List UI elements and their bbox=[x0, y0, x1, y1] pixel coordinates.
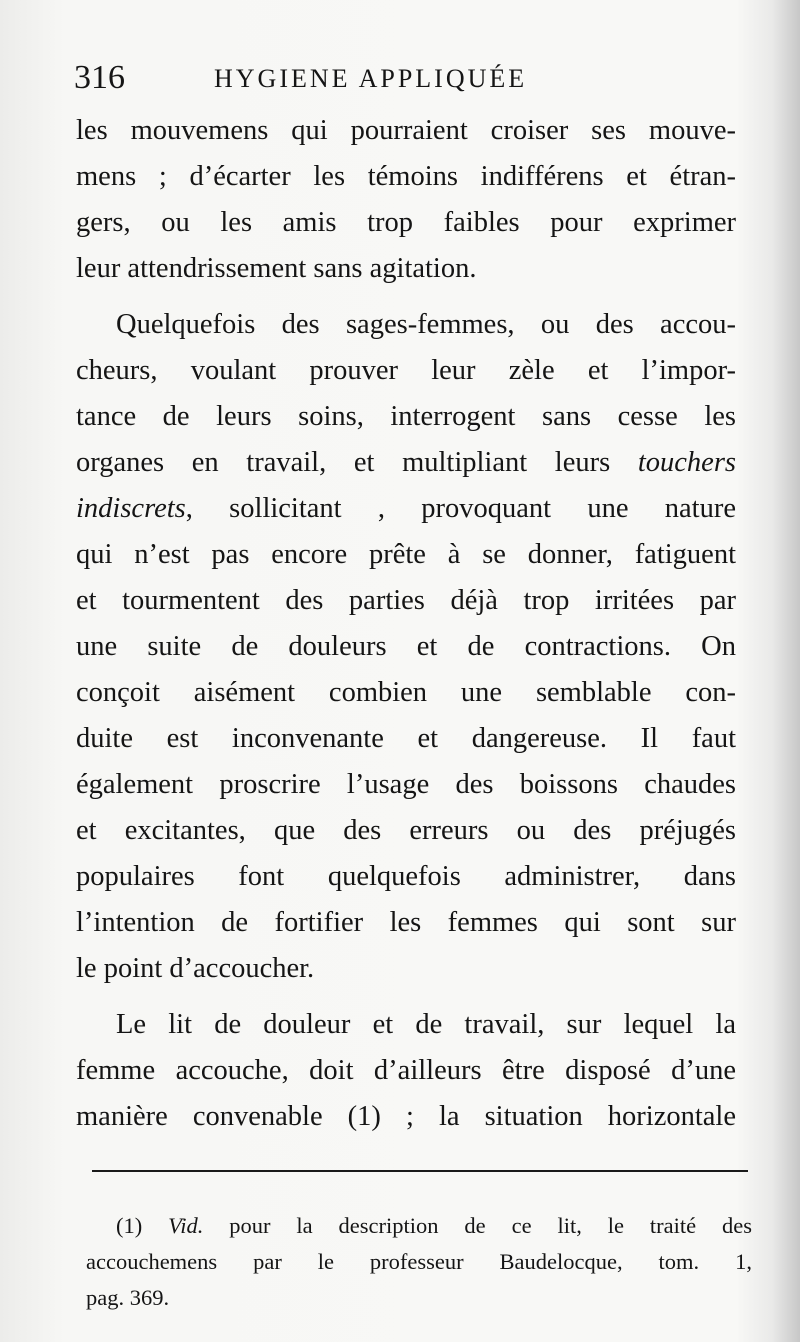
main-text bbox=[76, 108, 736, 1140]
text-span: organes en travail, et multipliant leurs bbox=[76, 447, 611, 478]
text-line: qui n’est pas encore prête à se donner, fatiguent bbox=[76, 539, 736, 570]
text-line: duite est inconvenante et dangereuse. Il faut bbox=[76, 723, 736, 754]
text-line: mens ; d’écarter les témoins indifférens et étran- bbox=[76, 161, 736, 192]
footnote bbox=[86, 1208, 752, 1316]
footnote-line: accouchemens par le professeur Baudelocque, tom. 1, bbox=[86, 1249, 752, 1274]
footnote-vid: Vid. bbox=[168, 1213, 204, 1238]
text-line: Le lit de douleur et de travail, sur lequel la bbox=[116, 1009, 736, 1040]
text-line: populaires font quelquefois administrer, dans bbox=[76, 861, 736, 892]
text-line: cheurs, voulant prouver leur zèle et l’impor- bbox=[76, 355, 736, 386]
text-span: , sollicitant , provoquant une nature bbox=[185, 493, 736, 524]
text-line bbox=[76, 486, 736, 532]
text-line bbox=[76, 440, 736, 486]
text-line: et tourmentent des parties déjà trop irritées par bbox=[76, 585, 736, 616]
text-line: manière convenable (1) ; la situation horizontale bbox=[76, 1101, 736, 1132]
page-number: 316 bbox=[74, 59, 125, 96]
italic-text: indiscrets bbox=[76, 493, 186, 524]
page-edge-shadow bbox=[772, 0, 800, 1342]
text-line: le point d’accoucher. bbox=[76, 953, 315, 984]
text-line: une suite de douleurs et de contractions. On bbox=[76, 631, 736, 662]
footnote-marker: (1) bbox=[116, 1213, 143, 1238]
text-line: et excitantes, que des erreurs ou des préjugés bbox=[76, 815, 736, 846]
text-line: Quelquefois des sages-femmes, ou des accou- bbox=[116, 309, 736, 340]
text-line: femme accouche, doit d’ailleurs être disposé d’une bbox=[76, 1055, 736, 1086]
text-line: conçoit aisément combien une semblable con- bbox=[76, 677, 736, 708]
footnote-line: pag. 369. bbox=[86, 1285, 170, 1310]
text-line: l’intention de fortifier les femmes qui sont sur bbox=[76, 907, 736, 938]
footnote-rule bbox=[92, 1170, 748, 1172]
footnote-text: pour la description de ce lit, le traité des bbox=[229, 1213, 752, 1238]
running-title: HYGIENE APPLIQUÉE bbox=[214, 64, 528, 93]
text-line: leur attendrissement sans agitation. bbox=[76, 253, 477, 284]
text-line: les mouvemens qui pourraient croiser ses mouve- bbox=[76, 115, 736, 146]
page-header bbox=[74, 58, 734, 98]
footnote-line bbox=[86, 1208, 752, 1244]
italic-text: touchers bbox=[637, 447, 737, 478]
text-line: également proscrire l’usage des boissons chaudes bbox=[76, 769, 736, 800]
text-line: tance de leurs soins, interrogent sans cesse les bbox=[76, 401, 736, 432]
text-line: gers, ou les amis trop faibles pour exprimer bbox=[76, 207, 736, 238]
